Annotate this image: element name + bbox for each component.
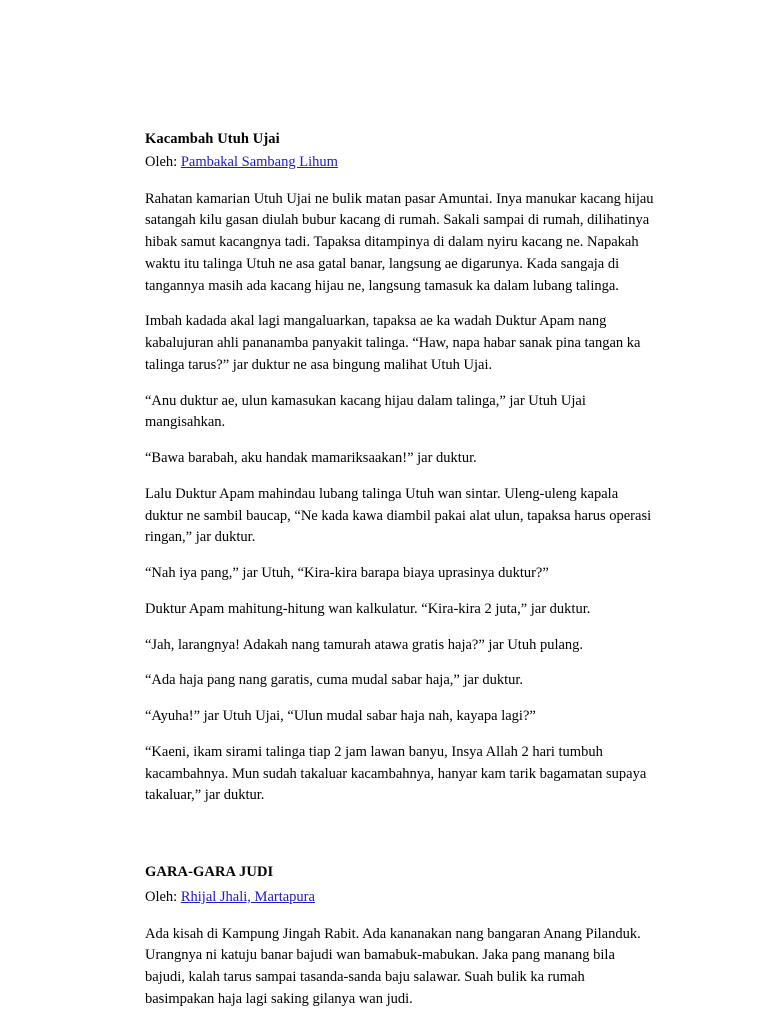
document-body <box>145 130 657 1011</box>
paragraph: Rahatan kamarian Utuh Ujai ne bulik matan pasar Amuntai. Inya manukar kacang hijau satangah kilu gasan diulah bubur kacang di rumah. Sakali sampai di rumah, dilihatinya hibak samut kacangnya tadi. Tapaksa ditampinya di dalam nyiru kacang ne. Napakah waktu itu talinga Utuh ne asa gatal banar, langsung ae digarunya. Kada sangaja di tangannya masih ada kacang hijau ne, langsung tamasuk ka dalam lubang talinga. <box>145 190 654 294</box>
paragraph: Imbah kadada akal lagi mangaluarkan, tapaksa ae ka wadah Duktur Apam nang kabalujuran ahli pananamba panyakit talinga. “Haw, napa habar sanak pina tangan ka talinga tarus?” jar duktur ne asa bingung malihat Utuh Ujai. <box>145 313 641 373</box>
paragraph: “Anu duktur ae, ulun kamasukan kacang hijau dalam talinga,” jar Utuh Ujai mangisahkan. <box>145 392 586 431</box>
article-byline <box>145 152 657 173</box>
article-byline <box>145 887 657 908</box>
byline-author-link[interactable]: Pambakal Sambang Lihum <box>180 153 338 170</box>
paragraph: Duktur Apam mahitung-hitung wan kalkulatur. “Kira-kira 2 juta,” jar duktur. <box>145 600 591 617</box>
paragraph: “Bawa barabah, aku handak mamariksaakan!” jar duktur. <box>145 450 477 467</box>
paragraph: “Jah, larangnya! Adakah nang tamurah atawa gratis haja?” jar Utuh pulang. <box>145 636 584 653</box>
byline-label: Oleh: <box>145 153 181 170</box>
article-title: Kacambah Utuh Ujai <box>145 131 280 147</box>
article-title: GARA-GARA JUDI <box>145 864 274 881</box>
paragraph: “Ayuha!” jar Utuh Ujai, “Ulun mudal sabar haja nah, kayapa lagi?” <box>145 708 536 725</box>
paragraph: “Kaeni, ikam sirami talinga tiap 2 jam lawan banyu, Insya Allah 2 hari tumbuh kacambahnya. Mun sudah takaluar kacambahnya, hanyar kam tarik bagamatan supaya takaluar,” jar duktur. <box>145 743 647 804</box>
article-section-kacambah-utuh-ujai <box>145 130 657 807</box>
byline-author-link[interactable]: Rhijal Jhali, Martapura <box>180 888 315 905</box>
byline-label: Oleh: <box>145 888 181 905</box>
paragraph: “Nah iya pang,” jar Utuh, “Kira-kira barapa biaya uprasinya duktur?” <box>145 565 549 582</box>
paragraph: Ada kisah di Kampung Jingah Rabit. Ada kananakan nang bangaran Anang Pilanduk. Urangnya ni katuju banar bajudi wan bamabuk-mabukan. Jaka pang manang bila bajudi, kalah tarus sampai tasanda-sanda baju salawar. Suah bulik ka rumah basimpakan haja lagi saking gilanya wan judi. <box>145 925 641 1007</box>
paragraph: “Ada haja pang nang garatis, cuma mudal sabar haja,” jar duktur. <box>145 672 524 689</box>
article-section-gara-gara-judi <box>145 863 657 1011</box>
paragraph: Lalu Duktur Apam mahindau lubang talinga Utuh wan sintar. Uleng-uleng kapala duktur ne sambil baucap, “Ne kada kawa diambil pakai alat ulun, tapaksa harus operasi ringan,” jar duktur. <box>145 485 652 546</box>
section-spacer <box>145 821 657 863</box>
